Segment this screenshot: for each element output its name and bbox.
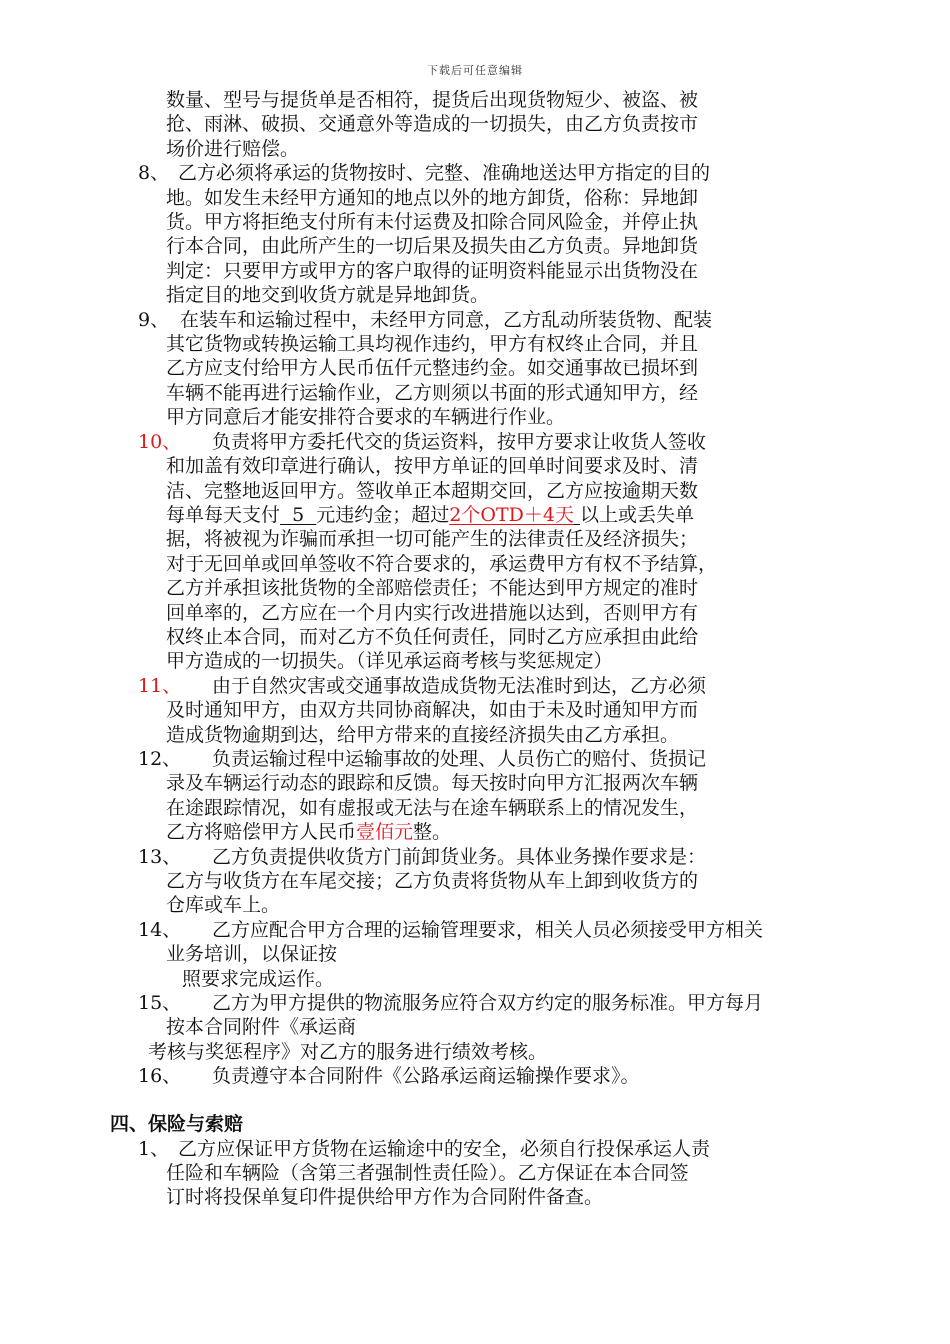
clause-line: 乙方与收货方在车尾交接；乙方负责将货物从车上卸到收货方的 xyxy=(166,870,699,892)
clause-line: 任险和车辆险（含第三者强制性责任险）。乙方保证在本合同签 xyxy=(166,1162,689,1185)
clause-number: 11、 xyxy=(138,674,182,697)
clause-line: 负责将甲方委托代交的货运资料，按甲方要求让收货人签收 xyxy=(212,430,707,453)
penalty-mid: 元违约金；超过 xyxy=(316,503,450,526)
clause-line: 洁、完整地返回甲方。签收单正本超期交回，乙方应按逾期天数 xyxy=(166,479,699,502)
clause-body xyxy=(166,1064,826,1088)
clause-line: 负责遵守本合同附件《公路承运商运输操作要求》。 xyxy=(212,1065,640,1088)
clause-line: 货。甲方将拒绝支付所有未付运费及扣除合同风险金，并停止执 xyxy=(166,211,699,234)
clause-13 xyxy=(0,845,950,918)
clause-line: 甲方造成的一切损失。（详见承运商考核与奖惩规定） xyxy=(166,650,613,673)
clause-line: 在途跟踪情况，如有虚报或无法与在途车辆联系上的情况发生， xyxy=(166,796,699,819)
clause-line: 乙方为甲方提供的物流服务应符合双方约定的服务标准。甲方每月 xyxy=(212,992,764,1015)
clause-line: 权终止本合同，而对乙方不负任何责任，同时乙方应承担由此给 xyxy=(166,625,699,648)
clause-10 xyxy=(0,430,950,674)
clause-line: 场价进行赔偿。 xyxy=(166,137,300,160)
clause-7-continuation xyxy=(0,88,950,161)
clause-line: 在装车和运输过程中，未经甲方同意，乙方乱动所装货物、配装 xyxy=(180,308,713,331)
clause-body xyxy=(166,1137,811,1210)
clause-line: 乙方应配合甲方合理的运输管理要求，相关人员必须接受甲方相关 xyxy=(212,918,764,941)
clause-line-compensation xyxy=(166,820,826,844)
compensation-suffix: 整。 xyxy=(413,821,452,844)
penalty-prefix: 每单每天支付 xyxy=(166,503,281,526)
clause-12 xyxy=(0,747,950,845)
clause-number: 12、 xyxy=(138,747,182,770)
clause-line: 照要求完成运作。 xyxy=(182,967,335,990)
clause-14 xyxy=(0,918,950,991)
clause-15 xyxy=(0,991,950,1064)
clause-line: 和加盖有效印章进行确认，按甲方单证的回单时间要求及时、清 xyxy=(166,455,699,478)
clause-line: 乙方应保证甲方货物在运输途中的安全，必须自行投保承运人责 xyxy=(178,1137,711,1160)
clause-line: 数量、型号与提货单是否相符，提货后出现货物短少、被盗、被 xyxy=(166,89,699,111)
clause-line: 订时将投保单复印件提供给甲方作为合同附件备查。 xyxy=(166,1186,604,1209)
insurance-clause-1 xyxy=(0,1137,950,1210)
clause-number: 13、 xyxy=(138,845,182,868)
clause-line: 对于无回单或回单签收不符合要求的，承运费甲方有权不予结算， xyxy=(166,552,718,575)
clause-body xyxy=(166,845,826,918)
section-title-insurance: 四、保险与索赔 xyxy=(110,1112,244,1135)
header-note: 下载后可任意编辑 xyxy=(427,64,523,77)
compensation-amount: 壹佰元 xyxy=(356,821,414,844)
clause-number: 15、 xyxy=(138,992,182,1015)
clause-line: 乙方并承担该批货物的全部赔偿责任；不能达到甲方规定的准时 xyxy=(166,577,699,600)
clause-line: 负责运输过程中运输事故的处理、人员伤亡的赔付、货损记 xyxy=(212,747,707,770)
penalty-amount: 5 xyxy=(280,503,317,526)
compensation-prefix: 乙方将赔偿甲方人民币 xyxy=(166,821,357,844)
clause-line: 乙方应支付给甲方人民币伍仟元整违约金。如交通事故已损坏到 xyxy=(166,357,699,380)
clause-line-penalty xyxy=(166,503,826,527)
clause-line: 抢、雨淋、破损、交通意外等造成的一切损失，由乙方负责按市 xyxy=(166,113,699,136)
clause-line: 地。如发生未经甲方通知的地点以外的地方卸货，俗称：异地卸 xyxy=(166,186,699,209)
clause-line: 据，将被视为诈骗而承担一切可能产生的法律责任及经济损失； xyxy=(166,528,699,551)
clause-body xyxy=(166,161,826,307)
clause-line: 业务培训，以保证按 xyxy=(166,943,338,966)
clause-line: 行本合同，由此所产生的一切后果及损失由乙方负责。异地卸货 xyxy=(166,235,699,258)
clause-line: 乙方必须将承运的货物按时、完整、准确地送达甲方指定的目的 xyxy=(178,162,711,185)
clause-line: 及时通知甲方，由双方共同协商解决，如由于未及时通知甲方而 xyxy=(166,699,699,722)
clause-line: 回单率的，乙方应在一个月内实行改进措施以达到，否则甲方有 xyxy=(166,601,699,624)
clause-number: 10、 xyxy=(138,430,182,453)
clause-number: 16、 xyxy=(138,1065,182,1088)
clause-line: 乙方负责提供收货方门前卸货业务。具体业务操作要求是： xyxy=(212,845,707,868)
clause-line: 按本合同附件《承运商 xyxy=(166,1016,357,1039)
clause-number: 9、 xyxy=(138,308,170,331)
overdue-days: 2个OTD＋4天 xyxy=(449,503,574,526)
clause-line: 造成货物逾期到达，给甲方带来的直接经济损失由乙方承担。 xyxy=(166,723,680,746)
clause-line: 其它货物或转换运输工具均视作违约，甲方有权终止合同，并且 xyxy=(166,333,699,356)
clause-8 xyxy=(0,161,950,307)
clause-16 xyxy=(0,1064,950,1088)
document-body xyxy=(0,88,950,1210)
clause-body xyxy=(166,918,826,991)
clause-11 xyxy=(0,674,950,747)
clause-body xyxy=(166,747,826,845)
penalty-suffix: 以上或丢失单 xyxy=(580,503,695,526)
clause-line: 甲方同意后才能安排符合要求的车辆进行作业。 xyxy=(166,406,566,429)
clause-number: 1、 xyxy=(138,1137,170,1160)
clause-number: 14、 xyxy=(138,918,182,941)
clause-body xyxy=(166,674,826,747)
clause-line: 录及车辆运行动态的跟踪和反馈。每天按时向甲方汇报两次车辆 xyxy=(166,772,699,795)
clause-9 xyxy=(0,308,950,430)
clause-line: 由于自然灾害或交通事故造成货物无法准时到达，乙方必须 xyxy=(212,674,707,697)
clause-body xyxy=(166,430,826,674)
clause-number: 8、 xyxy=(138,162,170,185)
clause-body xyxy=(166,88,826,161)
clause-line: 车辆不能再进行运输作业，乙方则须以书面的形式通知甲方，经 xyxy=(166,381,699,404)
clause-line: 仓库或车上。 xyxy=(166,894,281,917)
clause-line: 判定：只要甲方或甲方的客户取得的证明资料能显示出货物没在 xyxy=(166,259,699,282)
clause-body xyxy=(166,308,826,430)
clause-line: 指定目的地交到收货方就是异地卸货。 xyxy=(166,284,490,307)
clause-line: 考核与奖惩程序》对乙方的服务进行绩效考核。 xyxy=(148,1040,548,1063)
